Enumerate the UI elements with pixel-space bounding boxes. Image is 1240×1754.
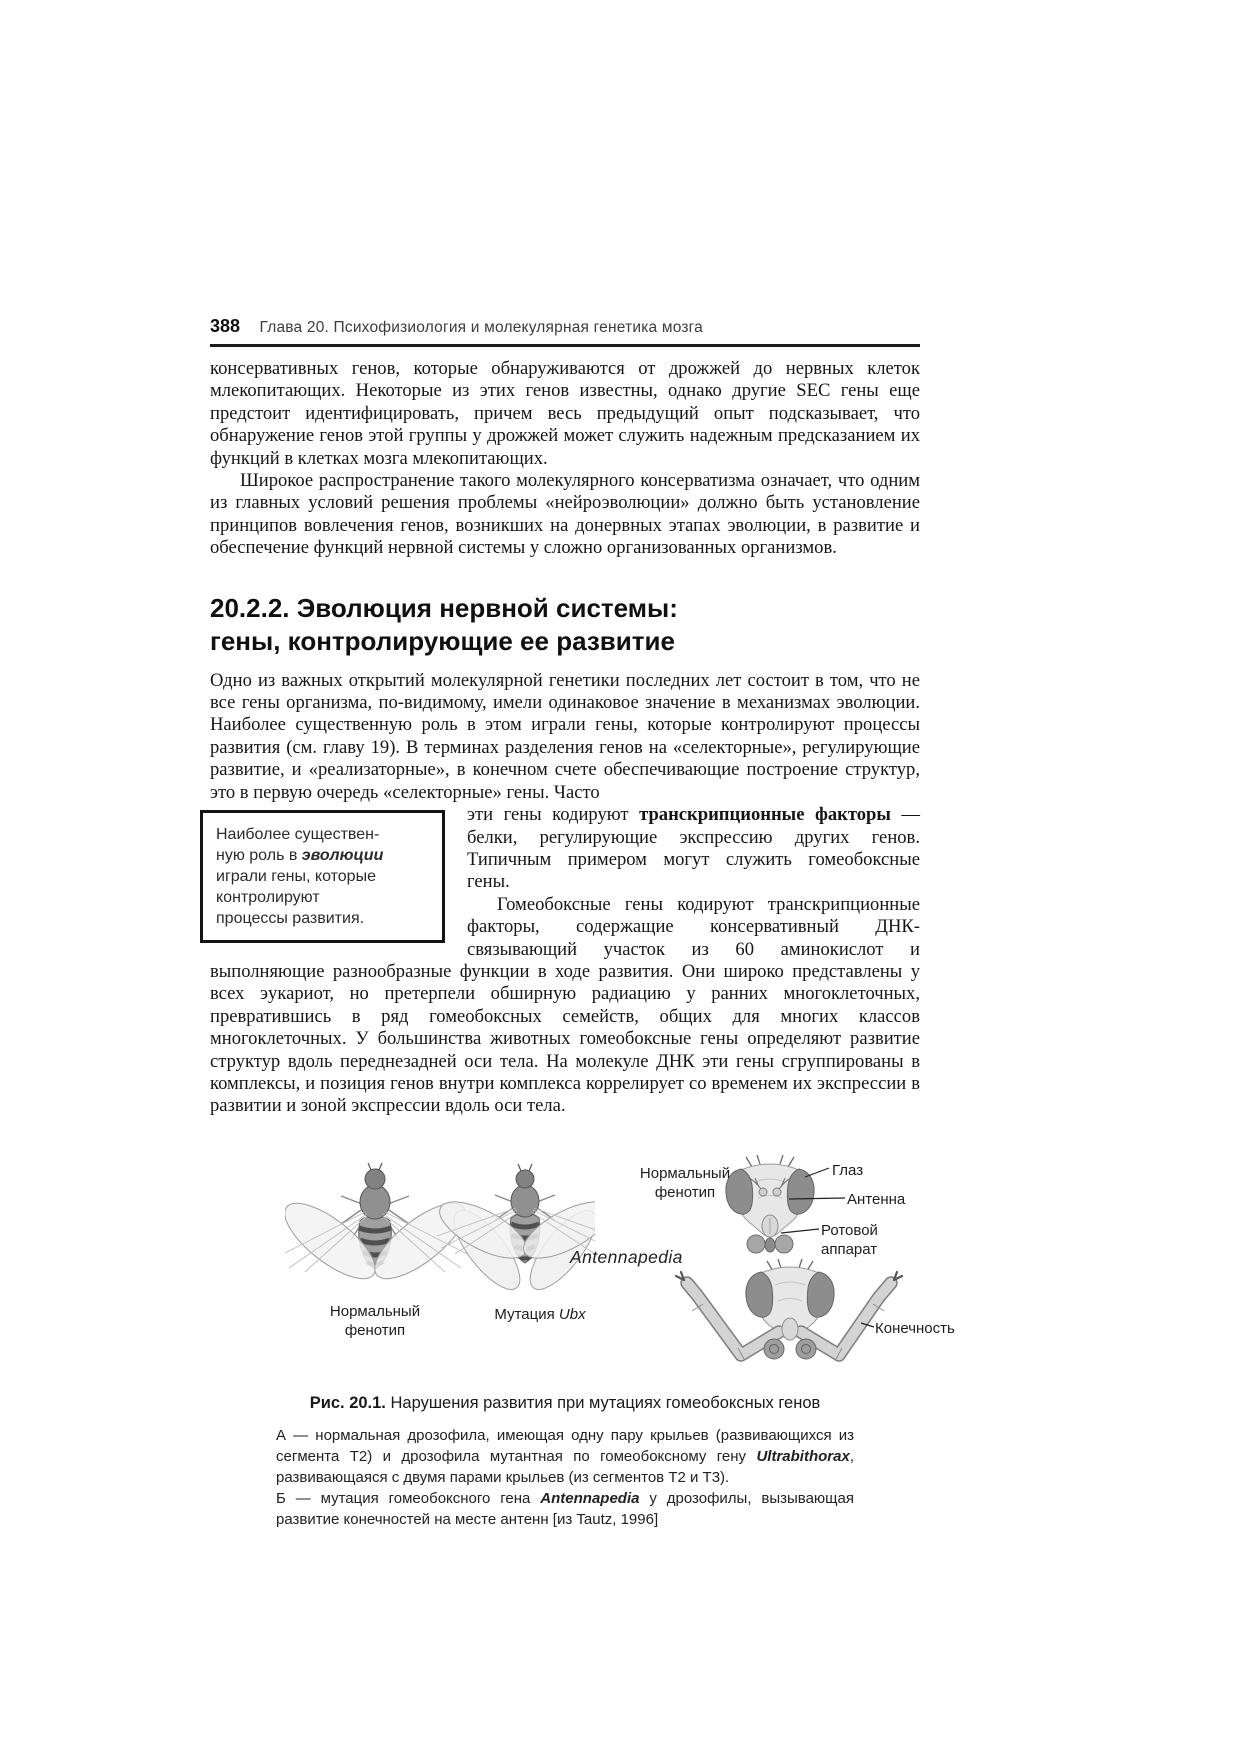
label-fly-ubx-mutation (475, 1305, 605, 1324)
page-number: 388 (210, 316, 241, 336)
figure-caption-text: Нарушения развития при мутациях гомеобоксных генов (385, 1393, 821, 1412)
description-text: А — нормальная дрозофила, имеющая одну пару крыльев (развивающихся из сегмента Т2) и дрозофила мутантная по гомеобоксному гену (276, 1426, 854, 1465)
figure-caption-number: Рис. 20.1. (309, 1393, 386, 1412)
figure-20-1 (210, 1152, 955, 1384)
label-mouthparts: Ротовой аппарат (821, 1221, 878, 1258)
gene-name-antennapedia: Antennapedia (540, 1489, 640, 1507)
sidebar-box-line: Наиболее существен- (216, 826, 380, 844)
label-antenna: Антенна (847, 1190, 906, 1208)
paragraph-conservative-genes: консервативных генов, которые обнаруживаются от дрожжей до нервных клеток млекопитающих. Некоторые из этих генов известны, однако другие SEC гены еще предстоит идентифицировать, причем весь предыдущий опыт подсказывает, что обнаружение генов этой группы у дрожжей может служить надежным предсказанием их функций в клетках мозга млекопитающих. (210, 358, 920, 469)
sidebar-box-emphasis: эволюции (301, 847, 384, 865)
paragraph-molecular-conservatism: Широкое распространение такого молекулярного консерватизма означает, что одним из главных условий решения проблемы «нейроэволюции» должно быть установление принципов вовлечения генов, возникших на донервных этапах эволюции, в развитие и обеспечение функций нервной системы у сложно организованных организмов. (210, 470, 920, 559)
paragraph-text: — белки, регулирующие экспрессию других генов. Типичным примером могут служить гомеобоксные гены. (467, 804, 921, 893)
section-heading (210, 592, 920, 658)
head-antennapedia-drawing (676, 1259, 902, 1359)
label-antennapedia-gene: Antennapedia (570, 1246, 683, 1267)
page-content (210, 316, 955, 1530)
label-fly-normal-phenotype: Нормальный фенотип (329, 1302, 421, 1339)
bold-term-transcription-factors: транскрипционные факторы (639, 804, 891, 826)
figure-caption (210, 1394, 920, 1413)
sidebar-box-line: играли гены, которые (216, 868, 376, 886)
section-heading-line1: 20.2.2. Эволюция нервной системы: (210, 592, 678, 623)
sidebar-box-text: ную роль в (216, 847, 302, 865)
eye-callout-line (805, 1168, 829, 1177)
figure-description (276, 1425, 854, 1530)
section-heading-line2: гены, контролирующие ее развитие (210, 625, 675, 656)
paragraph-text: эти гены кодируют (467, 804, 640, 826)
mouthparts-callout-line (781, 1229, 819, 1233)
gene-name-ubx: Ubx (558, 1305, 586, 1323)
sidebar-box-line: контролируют (216, 889, 320, 907)
fly-head-diagrams (555, 1152, 955, 1387)
figure-description-a (276, 1425, 854, 1488)
sidebar-box-line: процессы развития. (216, 910, 365, 928)
paragraph-selector-genes: Одно из важных открытий молекулярной генетики последних лет состоит в том, что не все гены организма, по-видимому, имели одинаковое значение в механизмах эволюции. Наиболее существенную роль в этом играли гены, которые контролируют процессы развития (см. главу 19). В терминах разделения генов на «селекторные», регулирующие развитие, и «реализаторные», в конечном счете обеспечивающие построение структур, это в первую очередь «селекторные» гены. Часто (210, 669, 920, 803)
label-text: Мутация (494, 1305, 559, 1323)
figure-description-b (276, 1488, 854, 1530)
header-rule (210, 344, 920, 347)
description-text: у дрозофилы, вызывающая развитие конечностей на месте антенн [из Tautz, 1996] (276, 1489, 854, 1528)
chapter-title: Глава 20. Психофизиология и молекулярная генетика мозга (259, 319, 703, 336)
paragraph-homeobox-genes: Гомеобоксные гены кодируют транскрипционные факторы, содержащие консервативный ДНК-связывающий участок из 60 аминокислот и выполняющие разнообразные функции в ходе развития. Они широко представлены у всех эукариот, но претерпели обширную радиацию у ранних многоклеточных, превратившись в ряд гомеобоксных семейств, общих для многих классов многоклеточных. У большинства животных гомеобоксные гены определяют развитие структур вдоль переднезадней оси тела. На молекуле ДНК эти гены сгруппированы в комплексы, и позиция генов внутри комплекса коррелирует со временем их экспрессии в развитии и зоной экспрессии вдоль оси тела. (210, 893, 920, 1117)
label-limb: Конечность (875, 1319, 955, 1337)
description-text: Б — мутация гомеобоксного гена (276, 1489, 541, 1507)
label-head-normal-phenotype: Нормальный фенотип (639, 1164, 731, 1201)
drosophila-flies-illustration (285, 1158, 595, 1308)
page-header (210, 316, 920, 337)
gene-name-ultrabithorax: Ultrabithorax (756, 1447, 850, 1465)
sidebar-box (200, 810, 445, 943)
label-eye: Глаз (832, 1161, 864, 1179)
description-text: , развивающаяся с двумя парами крыльев (из сегментов Т2 и Т3). (276, 1447, 854, 1486)
sidebar-box-line (216, 845, 429, 866)
